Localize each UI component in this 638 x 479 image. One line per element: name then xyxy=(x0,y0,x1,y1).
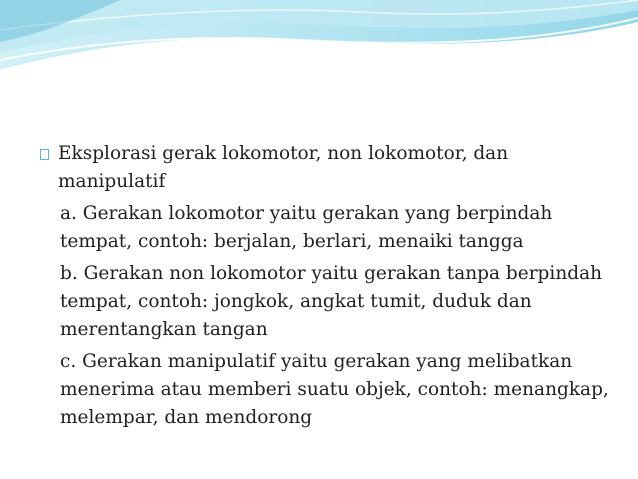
bullet-list xyxy=(38,140,618,432)
sub-item-c: c. Gerakan manipulatif yaitu gerakan yang melibatkan menerima atau memberi suatu objek, contoh: menangkap, melempar, dan mendorong xyxy=(60,351,609,428)
sub-item-a: a. Gerakan lokomotor yaitu gerakan yang berpindah tempat, contoh: berjalan, berlari, menaiki tangga xyxy=(60,203,553,252)
header-wave-decoration xyxy=(0,0,638,100)
square-bullet-icon xyxy=(40,149,49,160)
bullet-item xyxy=(38,140,618,196)
bullet-title: Eksplorasi gerak lokomotor, non lokomotor, dan manipulatif xyxy=(58,143,509,192)
sub-item-b: b. Gerakan non lokomotor yaitu gerakan tanpa berpindah tempat, contoh: jongkok, angkat tumit, duduk dan merentangkan tangan xyxy=(60,263,603,340)
